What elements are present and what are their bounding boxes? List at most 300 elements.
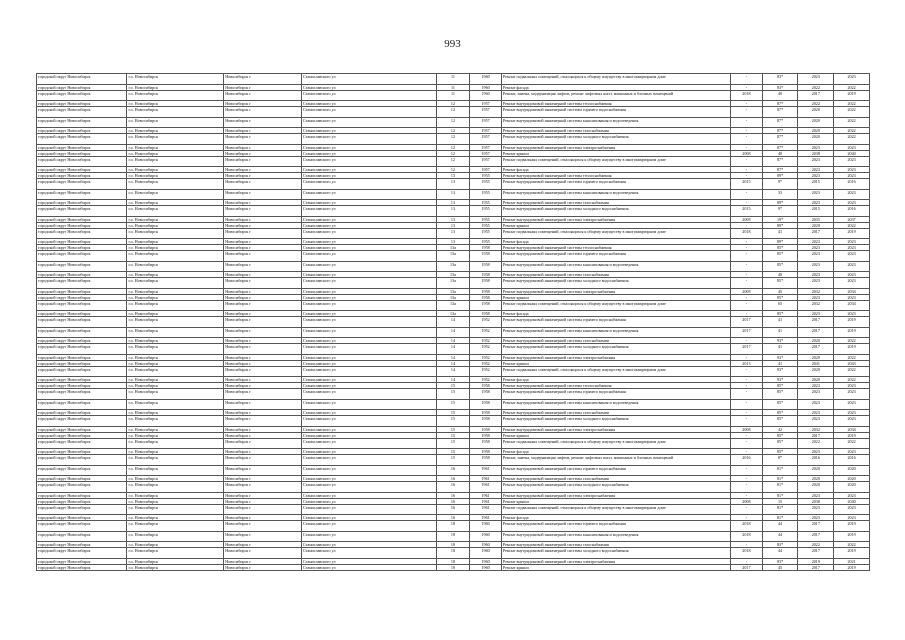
last-repair-year-cell: - (731, 251, 763, 262)
build-year-cell: 1958 (470, 449, 502, 455)
last-repair-year-cell: - (731, 492, 763, 498)
city-cell: Новосибирск г (224, 84, 302, 90)
work-type-cell: Ремонт внутридомовой инженерной системы электроснабжения (501, 216, 730, 222)
last-repair-year-cell: 2018 (731, 228, 763, 239)
last-repair-year-cell: - (731, 432, 763, 438)
street-cell: Станиславского ул (302, 449, 437, 455)
district-cell: г.о. Новосибирск (127, 542, 224, 548)
street-cell: Станиславского ул (302, 377, 437, 383)
table-row (37, 134, 870, 145)
wear-percent-cell: 89* (762, 173, 798, 179)
wear-percent-cell: 83* (762, 558, 798, 564)
district-cell: г.о. Новосибирск (127, 134, 224, 145)
plan-start-cell: 2023 (798, 311, 834, 317)
wear-percent-cell: 85* (762, 245, 798, 251)
plan-start-cell: 2023 (798, 272, 834, 278)
city-cell: Новосибирск г (224, 426, 302, 432)
district-cell: г.о. Новосибирск (127, 383, 224, 389)
last-repair-year-cell: - (731, 134, 763, 145)
plan-end-cell: 2020 (834, 482, 870, 493)
wear-percent-cell: 42 (762, 426, 798, 432)
district-cell: г.о. Новосибирск (127, 107, 224, 118)
house-number-cell: 12 (436, 167, 470, 173)
plan-start-cell: 2017 (798, 432, 834, 438)
district-cell: г.о. Новосибирск (127, 515, 224, 521)
municipality-cell: городской округ Новосибирск (37, 300, 127, 311)
plan-start-cell: 2017 (798, 317, 834, 328)
house-number-cell: 16 (436, 504, 470, 515)
wear-percent-cell: 93* (762, 366, 798, 377)
work-type-cell: Ремонт фасада (501, 311, 730, 317)
wear-percent-cell: 45 (762, 564, 798, 570)
house-number-cell: 13 (436, 216, 470, 222)
municipality-cell: городской округ Новосибирск (37, 558, 127, 564)
city-cell: Новосибирск г (224, 515, 302, 521)
city-cell: Новосибирск г (224, 261, 302, 272)
city-cell: Новосибирск г (224, 228, 302, 239)
page-number: 993 (444, 38, 461, 50)
last-repair-year-cell: - (731, 294, 763, 300)
street-cell: Станиславского ул (302, 294, 437, 300)
plan-start-cell: 2023 (798, 383, 834, 389)
table-row (37, 531, 870, 542)
table-row (37, 206, 870, 217)
plan-end-cell: 2019 (834, 317, 870, 328)
street-cell: Станиславского ул (302, 101, 437, 107)
table-row (37, 90, 870, 101)
build-year-cell: 1955 (470, 222, 502, 228)
work-type-cell: Ремонт внутридомовой инженерной системы холодного водоснабжения (501, 548, 730, 559)
municipality-cell: городской округ Новосибирск (37, 465, 127, 476)
table-row (37, 366, 870, 377)
last-repair-year-cell: - (731, 354, 763, 360)
city-cell: Новосибирск г (224, 288, 302, 294)
municipality-cell: городской округ Новосибирск (37, 426, 127, 432)
municipality-cell: городской округ Новосибирск (37, 476, 127, 482)
house-number-cell: 14 (436, 344, 470, 355)
wear-percent-cell: 85* (762, 278, 798, 289)
city-cell: Новосибирск г (224, 465, 302, 476)
city-cell: Новосибирск г (224, 377, 302, 383)
wear-percent-cell: 85* (762, 261, 798, 272)
municipality-cell: городской округ Новосибирск (37, 542, 127, 548)
last-repair-year-cell: 2018 (731, 521, 763, 532)
last-repair-year-cell: - (731, 84, 763, 90)
city-cell: Новосибирск г (224, 107, 302, 118)
work-type-cell: Ремонт внутридомовой инженерной системы канализования и водоотведения (501, 327, 730, 338)
city-cell: Новосибирск г (224, 101, 302, 107)
work-type-cell: Ремонт внутридомовой инженерной системы горячего водоснабжения (501, 465, 730, 476)
street-cell: Станиславского ул (302, 179, 437, 190)
municipality-cell: городской округ Новосибирск (37, 251, 127, 262)
plan-start-cell: 2023 (798, 399, 834, 410)
street-cell: Станиславского ул (302, 74, 437, 85)
district-cell: г.о. Новосибирск (127, 366, 224, 377)
street-cell: Станиславского ул (302, 564, 437, 570)
house-number-cell: 16 (436, 492, 470, 498)
district-cell: г.о. Новосибирск (127, 317, 224, 328)
municipality-cell: городской округ Новосибирск (37, 410, 127, 416)
build-year-cell: 1957 (470, 107, 502, 118)
plan-end-cell: 2023 (834, 399, 870, 410)
build-year-cell: 1957 (470, 167, 502, 173)
municipality-cell: городской округ Новосибирск (37, 84, 127, 90)
house-number-cell: 12 (436, 144, 470, 150)
district-cell: г.о. Новосибирск (127, 216, 224, 222)
last-repair-year-cell: - (731, 482, 763, 493)
municipality-cell: городской округ Новосибирск (37, 134, 127, 145)
wear-percent-cell: 41 (762, 360, 798, 366)
house-number-cell: 13 (436, 179, 470, 190)
plan-start-cell: 2023 (798, 416, 834, 427)
plan-end-cell: 2040 (834, 498, 870, 504)
municipality-cell: городской округ Новосибирск (37, 389, 127, 400)
wear-percent-cell: 83* (762, 84, 798, 90)
work-type-cell: Ремонт крыши (501, 294, 730, 300)
plan-start-cell: 2023 (798, 173, 834, 179)
build-year-cell: 1961 (470, 504, 502, 515)
last-repair-year-cell: 2017 (731, 344, 763, 355)
district-cell: г.о. Новосибирск (127, 144, 224, 150)
work-type-cell: Ремонт подвальных помещений, относящихся к общему имуществу в многоквартирном доме (501, 74, 730, 85)
build-year-cell: 1958 (470, 383, 502, 389)
plan-end-cell: 2019 (834, 548, 870, 559)
house-number-cell: 16 (436, 498, 470, 504)
city-cell: Новосибирск г (224, 239, 302, 245)
plan-start-cell: 2017 (798, 327, 834, 338)
plan-start-cell: 2023 (798, 389, 834, 400)
street-cell: Станиславского ул (302, 416, 437, 427)
district-cell: г.о. Новосибирск (127, 179, 224, 190)
plan-end-cell: 2023 (834, 515, 870, 521)
work-type-cell: Ремонт крыши (501, 564, 730, 570)
work-type-cell: Ремонт фасада (501, 84, 730, 90)
wear-percent-cell: 9* (762, 179, 798, 190)
wear-percent-cell: 83* (762, 74, 798, 85)
city-cell: Новосибирск г (224, 558, 302, 564)
city-cell: Новосибирск г (224, 344, 302, 355)
plan-start-cell: 2032 (798, 288, 834, 294)
work-type-cell: Ремонт подвальных помещений, относящихся к общему имуществу в многоквартирном доме (501, 156, 730, 167)
plan-end-cell: 2022 (834, 134, 870, 145)
municipality-cell: городской округ Новосибирск (37, 344, 127, 355)
district-cell: г.о. Новосибирск (127, 228, 224, 239)
build-year-cell: 1958 (470, 432, 502, 438)
build-year-cell: 1957 (470, 150, 502, 156)
city-cell: Новосибирск г (224, 438, 302, 449)
wear-percent-cell: 65 (762, 300, 798, 311)
table-row (37, 564, 870, 570)
city-cell: Новосибирск г (224, 354, 302, 360)
plan-end-cell: 2019 (834, 432, 870, 438)
street-cell: Станиславского ул (302, 548, 437, 559)
district-cell: г.о. Новосибирск (127, 548, 224, 559)
work-type-cell: Ремонт внутридомовой инженерной системы теплоснабжения (501, 245, 730, 251)
plan-end-cell: 2016 (834, 179, 870, 190)
table-row (37, 189, 870, 200)
table-row (37, 521, 870, 532)
build-year-cell: 1955 (470, 189, 502, 200)
wear-percent-cell: 81* (762, 465, 798, 476)
build-year-cell: 1957 (470, 101, 502, 107)
street-cell: Станиславского ул (302, 521, 437, 532)
plan-end-cell: 2019 (834, 327, 870, 338)
district-cell: г.о. Новосибирск (127, 410, 224, 416)
work-type-cell: Ремонт внутридомовой инженерной системы канализования и водоотведения (501, 531, 730, 542)
street-cell: Станиславского ул (302, 383, 437, 389)
wear-percent-cell: 85* (762, 438, 798, 449)
work-type-cell: Ремонт внутридомовой инженерной системы газоснабжения (501, 542, 730, 548)
plan-start-cell: 2020 (798, 354, 834, 360)
district-cell: г.о. Новосибирск (127, 150, 224, 156)
wear-percent-cell: 40 (762, 272, 798, 278)
house-number-cell: 14 (436, 327, 470, 338)
wear-percent-cell: 41 (762, 228, 798, 239)
plan-end-cell: 2016 (834, 455, 870, 466)
plan-end-cell: 2043 (834, 360, 870, 366)
build-year-cell: 1960 (470, 531, 502, 542)
city-cell: Новосибирск г (224, 410, 302, 416)
last-repair-year-cell: 2017 (731, 327, 763, 338)
street-cell: Станиславского ул (302, 156, 437, 167)
last-repair-year-cell: - (731, 245, 763, 251)
wear-percent-cell: 44 (762, 531, 798, 542)
plan-end-cell: 2023 (834, 294, 870, 300)
plan-start-cell: 2020 (798, 482, 834, 493)
plan-end-cell: 2023 (834, 278, 870, 289)
build-year-cell: 1958 (470, 278, 502, 289)
table-row (37, 317, 870, 328)
municipality-cell: городской округ Новосибирск (37, 317, 127, 328)
build-year-cell: 1957 (470, 117, 502, 128)
district-cell: г.о. Новосибирск (127, 377, 224, 383)
plan-end-cell: 2022 (834, 117, 870, 128)
plan-start-cell: 2022 (798, 438, 834, 449)
table-row (37, 399, 870, 410)
district-cell: г.о. Новосибирск (127, 504, 224, 515)
build-year-cell: 1958 (470, 410, 502, 416)
table-row (37, 228, 870, 239)
work-type-cell: Ремонт внутридомовой инженерной системы канализования и водоотведения (501, 261, 730, 272)
last-repair-year-cell: 2017 (731, 317, 763, 328)
plan-start-cell: 2020 (798, 366, 834, 377)
house-number-cell: 12 (436, 101, 470, 107)
city-cell: Новосибирск г (224, 399, 302, 410)
last-repair-year-cell: - (731, 156, 763, 167)
plan-start-cell: 2023 (798, 515, 834, 521)
street-cell: Станиславского ул (302, 354, 437, 360)
wear-percent-cell: 9* (762, 206, 798, 217)
municipality-cell: городской округ Новосибирск (37, 338, 127, 344)
last-repair-year-cell: - (731, 117, 763, 128)
last-repair-year-cell: 2018 (731, 548, 763, 559)
municipality-cell: городской округ Новосибирск (37, 200, 127, 206)
wear-percent-cell: 85* (762, 251, 798, 262)
work-type-cell: Ремонт крыши (501, 222, 730, 228)
district-cell: г.о. Новосибирск (127, 449, 224, 455)
build-year-cell: 1957 (470, 144, 502, 150)
municipality-cell: городской округ Новосибирск (37, 101, 127, 107)
last-repair-year-cell: - (731, 167, 763, 173)
build-year-cell: 1955 (470, 216, 502, 222)
plan-start-cell: 2020 (798, 465, 834, 476)
municipality-cell: городской округ Новосибирск (37, 354, 127, 360)
wear-percent-cell: 85* (762, 294, 798, 300)
municipality-cell: городской округ Новосибирск (37, 294, 127, 300)
last-repair-year-cell: - (731, 144, 763, 150)
street-cell: Станиславского ул (302, 261, 437, 272)
plan-end-cell: 2019 (834, 521, 870, 532)
municipality-cell: городской округ Новосибирск (37, 245, 127, 251)
plan-end-cell: 2023 (834, 74, 870, 85)
house-number-cell: 13а (436, 294, 470, 300)
wear-percent-cell: 85* (762, 432, 798, 438)
house-number-cell: 16 (436, 515, 470, 521)
district-cell: г.о. Новосибирск (127, 239, 224, 245)
city-cell: Новосибирск г (224, 278, 302, 289)
plan-end-cell: 2023 (834, 416, 870, 427)
build-year-cell: 1958 (470, 245, 502, 251)
build-year-cell: 1958 (470, 426, 502, 432)
plan-start-cell: 2023 (798, 251, 834, 262)
house-number-cell: 13 (436, 222, 470, 228)
plan-start-cell: 2017 (798, 90, 834, 101)
district-cell: г.о. Новосибирск (127, 354, 224, 360)
street-cell: Станиславского ул (302, 107, 437, 118)
last-repair-year-cell: - (731, 377, 763, 383)
work-type-cell: Ремонт внутридомовой инженерной системы теплоснабжения (501, 173, 730, 179)
street-cell: Станиславского ул (302, 438, 437, 449)
city-cell: Новосибирск г (224, 455, 302, 466)
last-repair-year-cell: 2018 (731, 531, 763, 542)
municipality-cell: городской округ Новосибирск (37, 107, 127, 118)
last-repair-year-cell: - (731, 74, 763, 85)
street-cell: Станиславского ул (302, 542, 437, 548)
district-cell: г.о. Новосибирск (127, 531, 224, 542)
district-cell: г.о. Новосибирск (127, 90, 224, 101)
plan-end-cell: 2022 (834, 101, 870, 107)
build-year-cell: 1960 (470, 74, 502, 85)
plan-end-cell: 2022 (834, 542, 870, 548)
municipality-cell: городской округ Новосибирск (37, 90, 127, 101)
district-cell: г.о. Новосибирск (127, 432, 224, 438)
build-year-cell: 1952 (470, 344, 502, 355)
plan-end-cell: 2023 (834, 245, 870, 251)
wear-percent-cell: 81* (762, 476, 798, 482)
street-cell: Станиславского ул (302, 90, 437, 101)
street-cell: Станиславского ул (302, 239, 437, 245)
house-number-cell: 13а (436, 311, 470, 317)
plan-end-cell: 2023 (834, 200, 870, 206)
wear-percent-cell: 85* (762, 311, 798, 317)
street-cell: Станиславского ул (302, 222, 437, 228)
wear-percent-cell: 87* (762, 128, 798, 134)
city-cell: Новосибирск г (224, 251, 302, 262)
wear-percent-cell: 44 (762, 548, 798, 559)
plan-end-cell: 2023 (834, 410, 870, 416)
plan-start-cell: 2035 (798, 216, 834, 222)
plan-start-cell: 2032 (798, 300, 834, 311)
plan-end-cell: 2023 (834, 173, 870, 179)
wear-percent-cell: 89* (762, 239, 798, 245)
table-row (37, 117, 870, 128)
house-number-cell: 13 (436, 228, 470, 239)
build-year-cell: 1952 (470, 377, 502, 383)
city-cell: Новосибирск г (224, 498, 302, 504)
municipality-cell: городской округ Новосибирск (37, 548, 127, 559)
work-type-cell: Ремонт крыши (501, 150, 730, 156)
plan-end-cell: 2037 (834, 216, 870, 222)
house-number-cell: 13 (436, 239, 470, 245)
house-number-cell: 13 (436, 189, 470, 200)
wear-percent-cell: 40 (762, 90, 798, 101)
house-number-cell: 16 (436, 465, 470, 476)
last-repair-year-cell: - (731, 107, 763, 118)
build-year-cell: 1961 (470, 498, 502, 504)
municipality-cell: городской округ Новосибирск (37, 272, 127, 278)
municipality-cell: городской округ Новосибирск (37, 167, 127, 173)
house-number-cell: 15 (436, 432, 470, 438)
house-number-cell: 14 (436, 338, 470, 344)
plan-end-cell: 2021 (834, 558, 870, 564)
district-cell: г.о. Новосибирск (127, 438, 224, 449)
build-year-cell: 1952 (470, 338, 502, 344)
plan-end-cell: 2023 (834, 311, 870, 317)
street-cell: Станиславского ул (302, 399, 437, 410)
plan-start-cell: 2020 (798, 107, 834, 118)
plan-end-cell: 2022 (834, 107, 870, 118)
house-number-cell: 12 (436, 128, 470, 134)
plan-end-cell: 2022 (834, 338, 870, 344)
plan-start-cell: 2023 (798, 245, 834, 251)
plan-start-cell: 2017 (798, 521, 834, 532)
build-year-cell: 1957 (470, 134, 502, 145)
build-year-cell: 1955 (470, 173, 502, 179)
wear-percent-cell: 87* (762, 134, 798, 145)
city-cell: Новосибирск г (224, 90, 302, 101)
street-cell: Станиславского ул (302, 476, 437, 482)
city-cell: Новосибирск г (224, 74, 302, 85)
municipality-cell: городской округ Новосибирск (37, 189, 127, 200)
work-type-cell: Ремонт внутридомовой инженерной системы газоснабжения (501, 128, 730, 134)
last-repair-year-cell: - (731, 438, 763, 449)
street-cell: Станиславского ул (302, 251, 437, 262)
wear-percent-cell: 89* (762, 222, 798, 228)
district-cell: г.о. Новосибирск (127, 476, 224, 482)
table-row (37, 251, 870, 262)
municipality-cell: городской округ Новосибирск (37, 482, 127, 493)
table-row (37, 389, 870, 400)
build-year-cell: 1952 (470, 327, 502, 338)
street-cell: Станиславского ул (302, 504, 437, 515)
plan-start-cell: 2023 (798, 239, 834, 245)
work-type-cell: Ремонт внутридомовой инженерной системы газоснабжения (501, 476, 730, 482)
house-number-cell: 14 (436, 317, 470, 328)
municipality-cell: городской округ Новосибирск (37, 564, 127, 570)
municipality-cell: городской округ Новосибирск (37, 239, 127, 245)
city-cell: Новосибирск г (224, 531, 302, 542)
work-type-cell: Ремонт внутридомовой инженерной системы холодного водоснабжения (501, 278, 730, 289)
wear-percent-cell: 41 (762, 317, 798, 328)
street-cell: Станиславского ул (302, 366, 437, 377)
wear-percent-cell: 87* (762, 101, 798, 107)
plan-end-cell: 2019 (834, 228, 870, 239)
district-cell: г.о. Новосибирск (127, 564, 224, 570)
house-number-cell: 13а (436, 272, 470, 278)
work-type-cell: Ремонт внутридомовой инженерной системы холодного водоснабжения (501, 416, 730, 427)
repair-schedule-table (36, 73, 870, 571)
work-type-cell: Ремонт крыши (501, 432, 730, 438)
